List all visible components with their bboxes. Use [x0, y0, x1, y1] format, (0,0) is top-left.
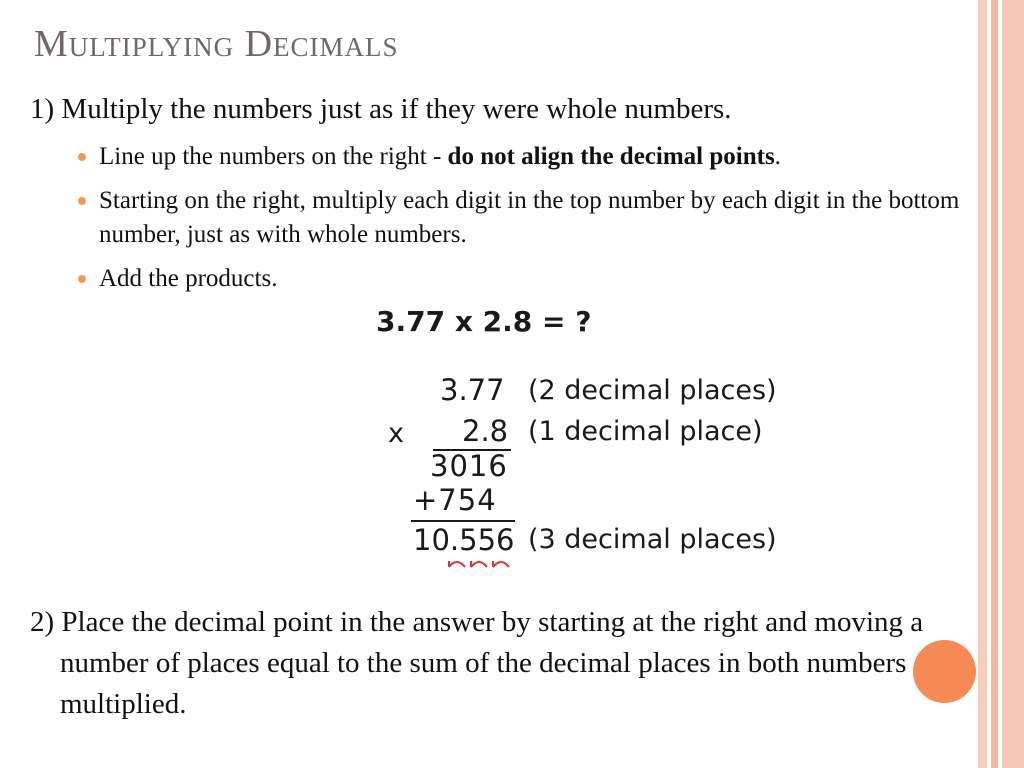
top-note: (2 decimal places)	[528, 375, 777, 406]
bullet-text: Add the products.	[99, 265, 278, 292]
top-number: 3.77	[440, 373, 505, 407]
partial-product-2: +754	[413, 483, 497, 517]
bottom-number: 2.8	[462, 414, 509, 448]
bottom-note: (1 decimal place)	[528, 416, 763, 447]
bullet-tail: .	[774, 143, 781, 170]
partial-product-1: 3016	[430, 449, 508, 483]
answer-note: (3 decimal places)	[528, 524, 777, 555]
bullet-list	[78, 140, 973, 306]
answer: 10.556	[413, 523, 515, 557]
bullet-dot-icon	[78, 153, 86, 161]
slide-title: Multiplying Decimals	[34, 23, 399, 65]
decimal-move-arrows-icon	[447, 553, 517, 571]
bullet-item	[78, 140, 973, 174]
example-problem: 3.77 x 2.8 = ?	[376, 305, 592, 338]
step-2-text: 2) Place the decimal point in the answer by starting at the right and moving a number of places equal to the sum of the decimal places in both numbers multiplied.	[30, 606, 924, 720]
decor-stripe	[991, 0, 998, 768]
bullet-item	[78, 184, 973, 252]
bullet-dot-icon	[78, 275, 86, 283]
decor-stripe	[1002, 0, 1024, 768]
bullet-bold-text: do not align the decimal points	[447, 143, 775, 170]
bullet-item	[78, 262, 973, 296]
step-1-text: 1) Multiply the numbers just as if they were whole numbers.	[30, 93, 732, 125]
bullet-text: Starting on the right, multiply each digit in the top number by each digit in the bottom number, just as with whole numbers.	[99, 187, 960, 248]
bullet-text: Line up the numbers on the right -	[99, 143, 448, 170]
bullet-dot-icon	[78, 197, 86, 205]
sum-line	[411, 520, 515, 522]
multiply-sign: x	[388, 418, 404, 449]
